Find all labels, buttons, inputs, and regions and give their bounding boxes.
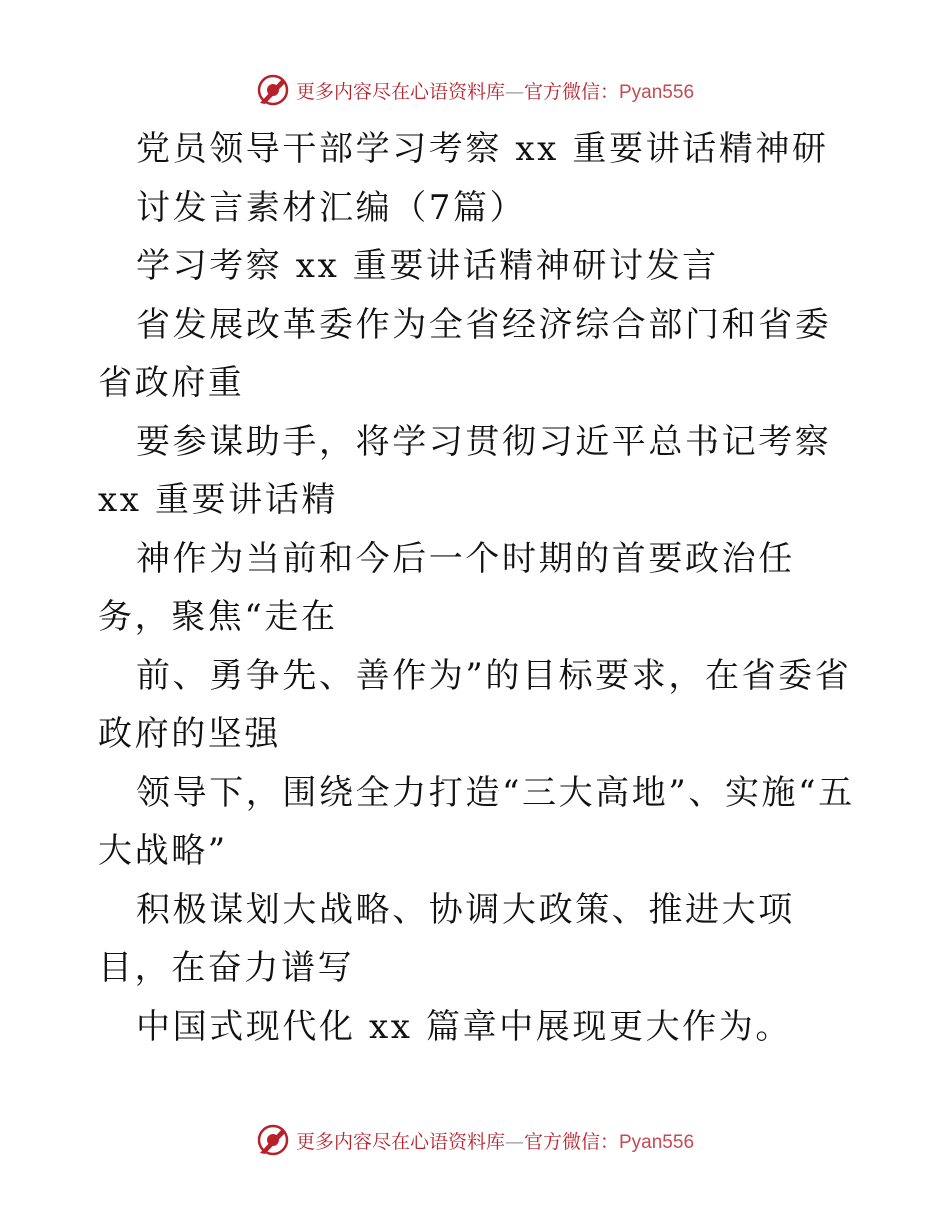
document-title-line-1: 党员领导干部学习考察 xx 重要讲话精神研 bbox=[136, 129, 829, 169]
paragraph-line: 前、勇争先、善作为”的目标要求，在省委省政府的坚强 bbox=[98, 655, 852, 754]
banner-text: 更多内容尽在心语资料库—官方微信：Pyan556 bbox=[295, 1130, 695, 1153]
paragraph-line: 领导下，围绕全力打造“三大高地”、实施“五大战略” bbox=[98, 772, 855, 871]
paragraph-line: 省发展改革委作为全省经济综合部门和省委省政府重 bbox=[98, 304, 832, 403]
footer-banner bbox=[0, 1120, 950, 1160]
paragraph-line: 要参谋助手，将学习贯彻习近平总书记考察 xx 重要讲话精 bbox=[98, 421, 832, 520]
quill-logo-icon bbox=[256, 1123, 290, 1157]
document-subtitle: 学习考察 xx 重要讲话精神研讨发言 bbox=[136, 246, 719, 286]
banner-text: 更多内容尽在心语资料库—官方微信：Pyan556 bbox=[295, 80, 695, 103]
paragraph-line: 积极谋划大战略、协调大政策、推进大项目，在奋力谱写 bbox=[98, 889, 795, 988]
document-title-line-2: 讨发言素材汇编（7篇） bbox=[136, 187, 527, 228]
quill-logo-icon bbox=[256, 73, 290, 107]
header-banner bbox=[0, 70, 950, 110]
document-body bbox=[98, 120, 858, 1056]
paragraph-line: 中国式现代化 xx 篇章中展现更大作为。 bbox=[136, 1006, 792, 1047]
paragraph-line: 神作为当前和今后一个时期的首要政治任务，聚焦“走在 bbox=[98, 538, 795, 637]
